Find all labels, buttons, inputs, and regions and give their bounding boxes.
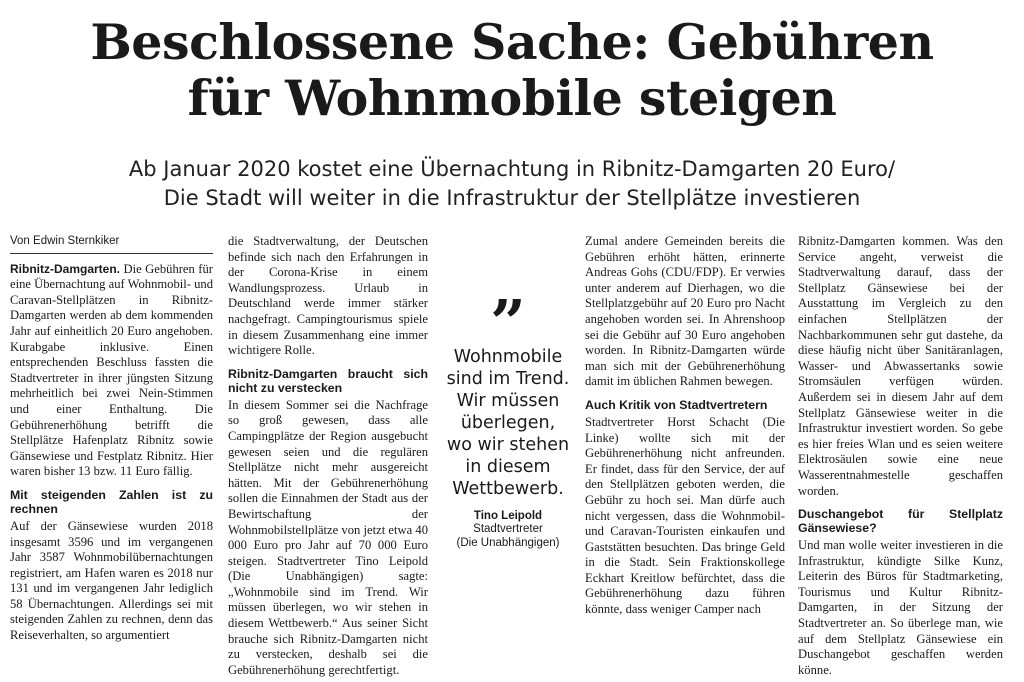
article-column-3: [585, 234, 785, 618]
quote-line: wo wir stehen: [446, 435, 570, 455]
quote-line: überlegen,: [460, 413, 556, 433]
quote-line: Wir müssen: [456, 391, 560, 411]
paragraph: Zumal andere Gemeinden bereits die Gebühren erhöht hätten, erinnerte Andreas Gohs (CDU/FDP). Er verwies unter anderem auf Dierhagen, wo die Stellplatzgebühr auf 20 Euro pro Nacht angehoben worden sei. In Ahrenshoop sei die Gebühr auf 30 Euro angehoben worden. In Ribnitz-Damgarten würde man sich mit der Gebührenerhöhung damit im üblichen Rahmen bewegen.: [585, 234, 785, 389]
author-byline: Von Edwin Sternkiker: [10, 234, 213, 254]
quote-role-line: (Die Unabhängigen): [456, 537, 560, 549]
subheadline-line-1: Ab Januar 2020 kostet eine Übernachtung in Ribnitz-Damgarten 20 Euro/: [128, 157, 896, 181]
paragraph: [10, 262, 213, 480]
article-column-1: [10, 234, 213, 644]
section-heading: Duschangebot für Stellplatz Gänsewiese?: [798, 507, 1003, 536]
quote-text: [438, 346, 578, 500]
subheadline: [0, 155, 1024, 213]
quote-line: sind im Trend.: [446, 369, 570, 389]
quote-mark-icon: ”: [490, 286, 526, 359]
paragraph: Stadtvertreter Horst Schacht (Die Linke) wollte sich mit der Gebührenerhöhung nicht anfreunden. Er findet, dass für den Service, der auf den Stellplätzen geboten werden, die Gebühr zu hoch sei. Man dürfe auch nicht vergessen, dass die Wohnmobil- und Caravan-Touristen einkaufen und Gaststätten besuchten. Das bringe Geld in die Stadt. Sein Fraktionskollege Eckhart Kreitlow befürchtet, dass die Gebührenerhöhung dazu führen könnte, dass weniger Camper nach: [585, 414, 785, 617]
paragraph: In diesem Sommer sei die Nachfrage so groß gewesen, dass alle Campingplätze der Region ausgebucht gewesen seien und die regulären Stellplätze nicht mehr ausgereicht hätten. Mit der Gebührenerhöhung sollen die Einnahmen der Stadt aus der Bewirtschaftung der Wohnmobilstellplätze von jetzt etwa 40 000 Euro pro Jahr auf 70 000 Euro steigen. Stadtvertreter Tino Leipold (Die Unabhängigen) sagte: „Wohnmobile sind im Trend. Wir müssen überlegen, wo wir stehen in diesem Wettbewerb.“ Aus seiner Sicht brauche sich Ribnitz-Damgarten nicht zu verstecken, deshalb sei die Gebührenerhöhung gerechtfertigt.: [228, 397, 428, 677]
paragraph: Und man wolle weiter investieren in die Infrastruktur, kündigte Silke Kunz, Leiterin des Büros für Stadtmarketing, Tourismus und Kultur Ribnitz-Damgarten, in der Sitzung der Stadtvertreter an. So überlege man, wie auf dem Stellplatz Gänsewiese ein Duschangebot geschaffen werden könne.: [798, 538, 1003, 677]
headline: [0, 14, 1024, 126]
headline-line-1: Beschlossene Sache: Gebühren: [90, 13, 934, 71]
dateline: Ribnitz-Damgarten.: [10, 261, 121, 276]
article-column-2: [228, 234, 428, 678]
paragraph: die Stadtverwaltung, der Deutschen befinde sich nach den Erfahrungen in der Corona-Krise in einem Wandlungsprozess. Urlaub in Deutschland werde immer stärker nachgefragt. Campingtourismus spiele in diesem Zusammenhang eine immer wichtigere Rolle.: [228, 234, 428, 358]
paragraph-text: Die Gebühren für eine Übernachtung auf Wohnmobil- und Caravan-Stellplätzen in Ribnitz-Damgarten werden ab dem kommenden Jahr auf einheitlich 20 Euro angehoben. Kurabgabe inklusive. Einen entsprechenden Beschluss fassten die Stadtvertreter in ihrer jüngsten Sitzung mehrheitlich bei zwei Nein-Stimmen und einer Enthaltung. Die Gebührenerhöhung betrifft die Stellplätze Hafenplatz Ribnitz sowie Gänsewiese und Festplatz Ribnitz. Hier waren bisher 13 bzw. 11 Euro fällig.: [10, 261, 213, 479]
paragraph: Ribnitz-Damgarten kommen. Was den Service angeht, verweist die Stadtverwaltung darauf, dass der Stellplatz Gänsewiese bei der Ausstattung im Vergleich zu den einfachen Stellplätzen der Nachbarkommunen sehr gut dastehe, da diese häufig nicht über Sanitäranlagen, Wasser- und Abwassertanks sowie Stromsäulen verfügen würden. Außerdem sei in diesem Jahr auf dem Stellplatz Gänsewiese weiter in die Infrastruktur investiert worden. So gebe es hier freies Wlan und es seien weitere Elektrosäulen sowie eine neue Wasserentnahmestelle geschaffen worden.: [798, 234, 1003, 498]
section-heading: Auch Kritik von Stadtvertretern: [585, 397, 768, 412]
quote-author-role: [438, 522, 578, 550]
quote-line: Wohnmobile: [453, 347, 563, 367]
section-heading: Mit steigenden Zahlen ist zu rechnen: [10, 487, 213, 516]
paragraph: Auf der Gänsewiese wurden 2018 insgesamt 3596 und im vergangenen Jahr 3587 Wohnmobilübernachtungen registriert, am Hafen waren es 2018 nur 131 und im vergangenen Jahr lediglich 58 Übernachtungen. Allerdings sei mit steigenden Zahlen zu rechnen, denn das Reiseverhalten, so argumentiert: [10, 518, 213, 643]
article-column-4: [798, 234, 1003, 678]
headline-line-2: für Wohnmobile steigen: [187, 69, 837, 127]
quote-line: Wettbewerb.: [452, 479, 564, 499]
quote-role-line: Stadtvertreter: [473, 523, 543, 535]
subheadline-line-2: Die Stadt will weiter in die Infrastruktur der Stellplätze investieren: [163, 186, 861, 210]
section-heading: Ribnitz-Damgarten braucht sich nicht zu verstecken: [228, 366, 428, 395]
quote-author: Tino Leipold: [473, 510, 543, 522]
pull-quote: [438, 286, 578, 550]
quote-line: in diesem: [465, 457, 551, 477]
